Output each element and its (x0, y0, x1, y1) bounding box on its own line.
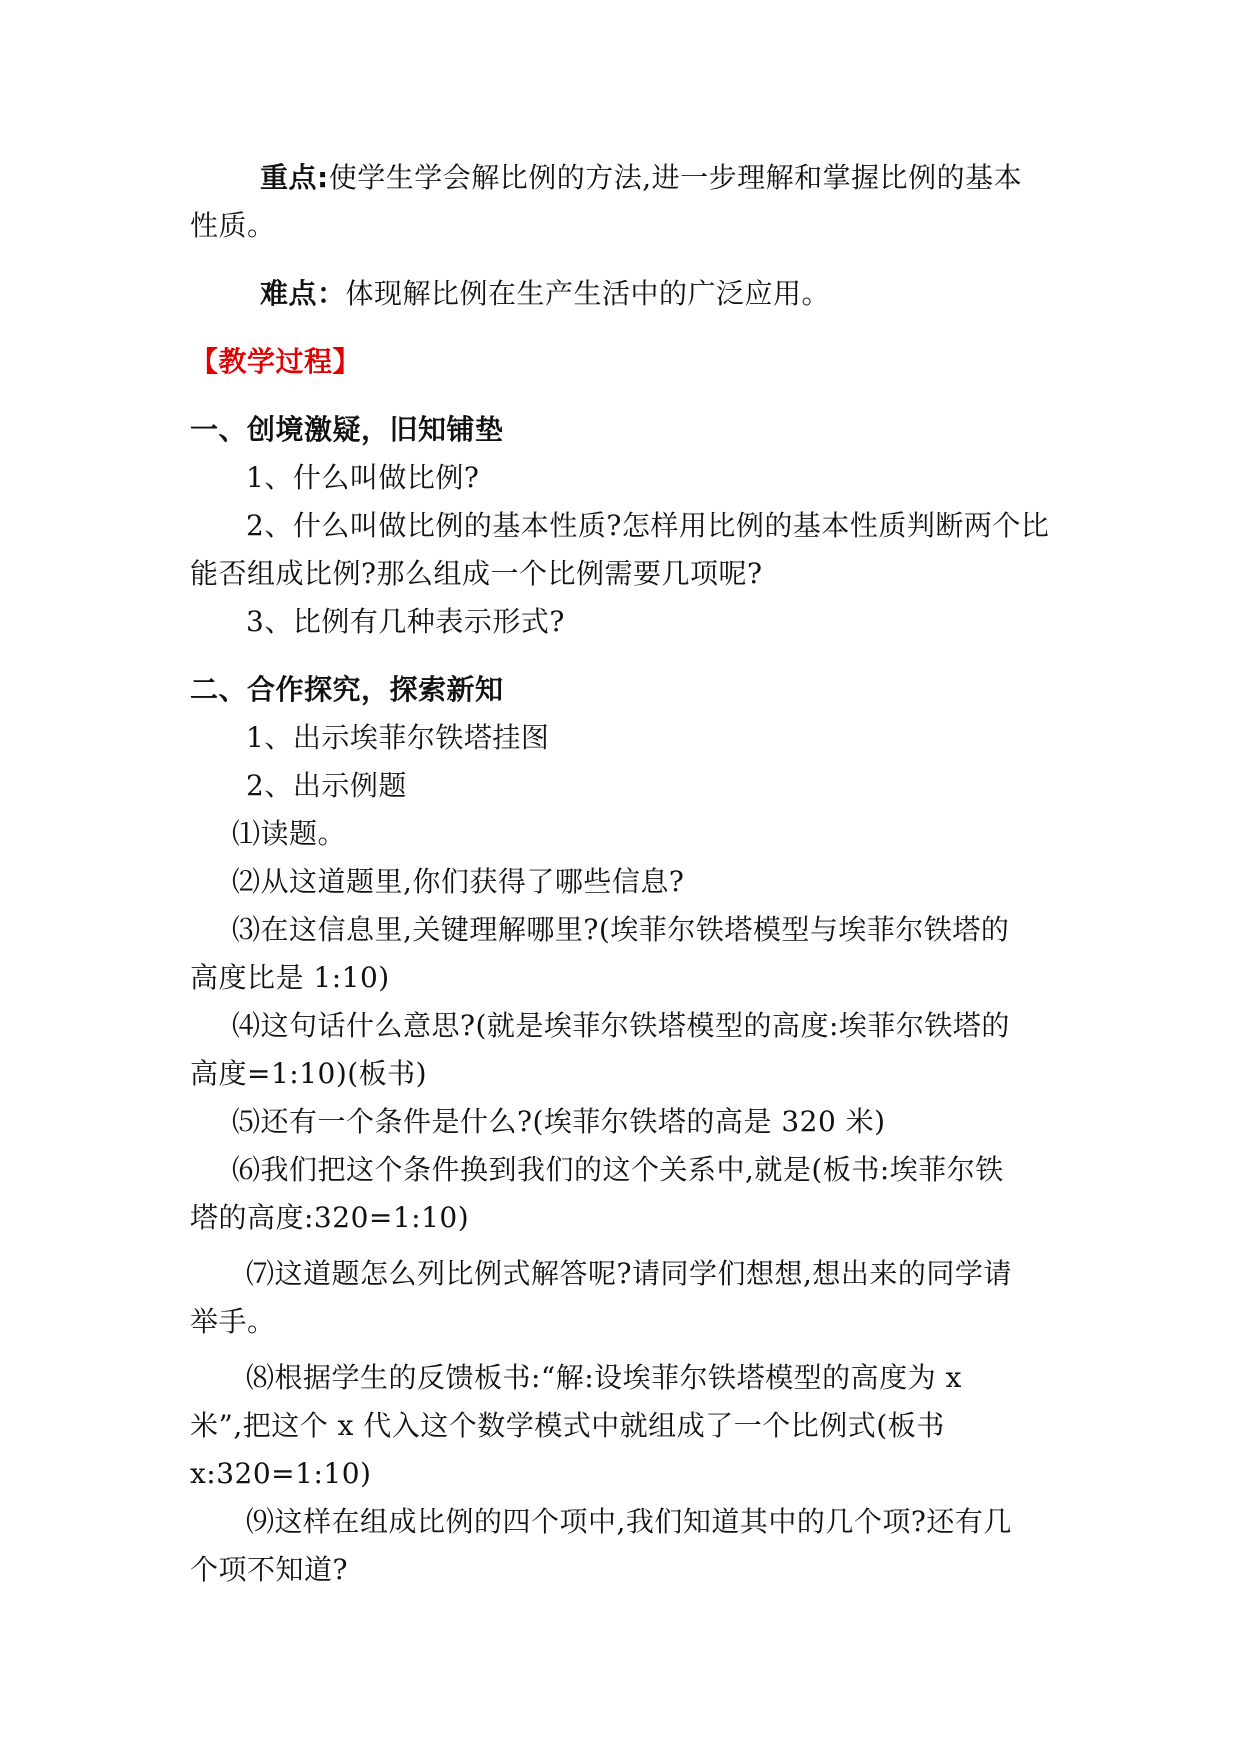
step-6-line2: 塔的高度:320=1:10) (190, 1201, 470, 1234)
step-4-line1: ⑷这句话什么意思?(就是埃菲尔铁塔模型的高度:埃菲尔铁塔的 (232, 1009, 1010, 1042)
section2-heading: 二、合作探究，探索新知 (190, 673, 504, 706)
step-3-line1: ⑶在这信息里,关键理解哪里?(埃菲尔铁塔模型与埃菲尔铁塔的 (232, 913, 1010, 946)
difficulty-label: 难点： (260, 277, 346, 310)
step-9-line1: ⑼这样在组成比例的四个项中,我们知道其中的几个项?还有几 (246, 1505, 1012, 1538)
section1-item-2-line2: 能否组成比例?那么组成一个比例需要几项呢? (190, 557, 763, 590)
section1-item-2-line1: 2、什么叫做比例的基本性质?怎样用比例的基本性质判断两个比 (246, 509, 1050, 542)
focus-text: 使学生学会解比例的方法,进一步理解和掌握比例的基本 (328, 161, 1023, 194)
step-9-line2: 个项不知道? (190, 1553, 349, 1586)
step-3-line2: 高度比是 1:10) (190, 961, 390, 994)
step-1: ⑴读题。 (232, 817, 347, 850)
step-7-line2: 举手。 (190, 1305, 276, 1338)
section1-item-1: 1、什么叫做比例? (246, 461, 480, 494)
step-8-line2: 米”,把这个 x 代入这个数学模式中就组成了一个比例式(板书 (190, 1409, 945, 1442)
step-8-line3: x:320=1:10) (190, 1457, 372, 1490)
step-4-line2: 高度=1:10)(板书) (190, 1057, 428, 1090)
difficulty-text: 体现解比例在生产生活中的广泛应用。 (345, 277, 831, 310)
difficulty-paragraph (260, 276, 830, 312)
step-5: ⑸还有一个条件是什么?(埃菲尔铁塔的高是 320 米) (232, 1105, 886, 1138)
step-2: ⑵从这道题里,你们获得了哪些信息? (232, 865, 685, 898)
section1-item-3: 3、比例有几种表示形式? (246, 605, 565, 638)
step-6-line1: ⑹我们把这个条件换到我们的这个关系中,就是(板书:埃菲尔铁 (232, 1153, 1004, 1186)
section2-item-2: 2、出示例题 (246, 769, 407, 802)
section1-heading: 一、创境激疑，旧知铺垫 (190, 413, 504, 446)
focus-paragraph-line1 (260, 160, 1022, 196)
section2-item-1: 1、出示埃菲尔铁塔挂图 (246, 721, 550, 754)
step-7-line1: ⑺这道题怎么列比例式解答呢?请同学们想想,想出来的同学请 (246, 1257, 1012, 1290)
step-8-line1: ⑻根据学生的反馈板书:“解:设埃菲尔铁塔模型的高度为 x (246, 1361, 962, 1394)
focus-label: 重点: (260, 161, 329, 194)
focus-paragraph-line2: 性质。 (190, 209, 276, 242)
process-heading: 【教学过程】 (190, 345, 362, 378)
